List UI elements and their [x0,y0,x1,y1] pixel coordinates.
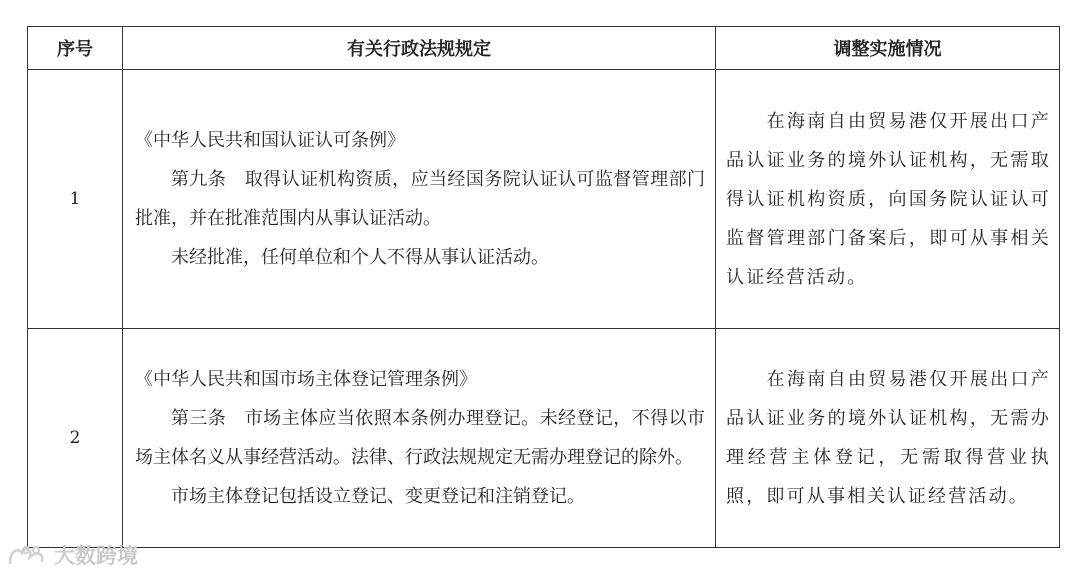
regulation-table [27,26,1060,548]
law-cell [123,70,716,329]
table-header-row [28,27,1060,70]
watermark-text: 大数跨境 [54,544,138,568]
row-number: 1 [28,70,123,329]
header-law: 有关行政法规规定 [123,27,716,70]
law-article: 第三条 市场主体应当依照本条例办理登记。未经登记，不得以市场主体名义从事经营活动。法律、行政法规规定无需办理登记的除外。 [135,408,705,468]
law-title: 《中华人民共和国市场主体登记管理条例》 [135,369,477,390]
adjustment-cell: 在海南自由贸易港仅开展出口产品认证业务的境外认证机构，无需办理经营主体登记，无需取得营业执照，即可从事相关认证经营活动。 [716,329,1060,548]
watermark [6,540,138,570]
adjustment-cell: 在海南自由贸易港仅开展出口产品认证业务的境外认证机构，无需取得认证机构资质，向国务院认证认可监督管理部门备案后，即可从事相关认证经营活动。 [716,70,1060,329]
table-row [28,70,1060,329]
law-article: 第九条 取得认证机构资质，应当经国务院认证认可监督管理部门批准，并在批准范围内从事认证活动。 [135,169,705,229]
header-adjust: 调整实施情况 [716,27,1060,70]
brand-logo-icon [6,543,50,567]
law-paragraph: 未经批准，任何单位和个人不得从事认证活动。 [171,247,549,268]
law-cell [123,329,716,548]
row-number: 2 [28,329,123,548]
table-row [28,329,1060,548]
law-title: 《中华人民共和国认证认可条例》 [135,130,405,151]
law-paragraph: 市场主体登记包括设立登记、变更登记和注销登记。 [171,486,585,507]
header-no: 序号 [28,27,123,70]
